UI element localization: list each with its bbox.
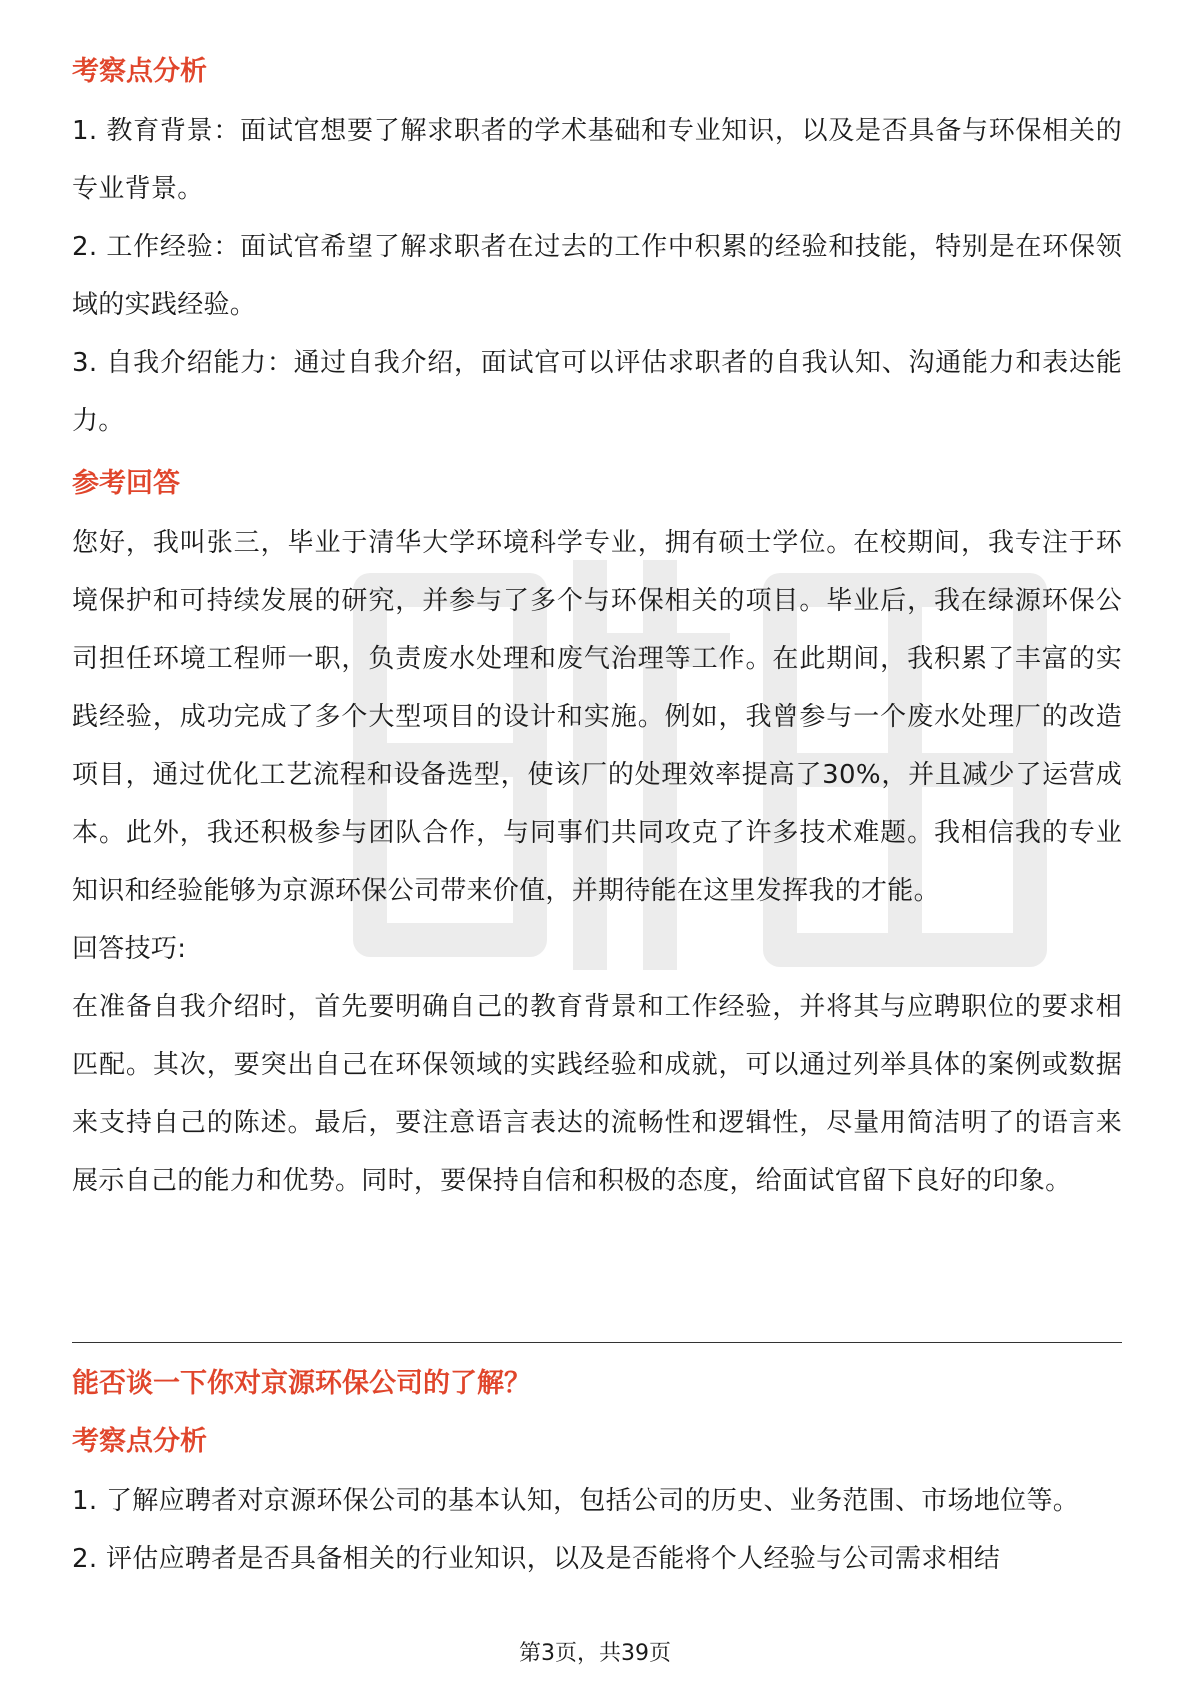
page-number: 第3页，共39页: [519, 1641, 671, 1666]
analysis-heading: 考察点分析: [72, 1426, 207, 1457]
section-self-introduction: [72, 52, 1122, 1210]
section-company-knowledge: [72, 1364, 1122, 1588]
analysis-point: 3. 自我介绍能力：通过自我介绍，面试官可以评估求职者的自我认知、沟通能力和表达能力。: [72, 348, 1122, 436]
analysis-point: 2. 工作经验：面试官希望了解求职者在过去的工作中积累的经验和技能，特别是在环保领域的实践经验。: [72, 232, 1122, 320]
answer-heading: 参考回答: [72, 468, 180, 499]
tips-text: 在准备自我介绍时，首先要明确自己的教育背景和工作经验，并将其与应聘职位的要求相匹配。其次，要突出自己在环保领域的实践经验和成就，可以通过列举具体的案例或数据来支持自己的陈述。最后，要注意语言表达的流畅性和逻辑性，尽量用简洁明了的语言来展示自己的能力和优势。同时，要保持自信和积极的态度，给面试官留下良好的印象。: [72, 992, 1122, 1196]
analysis-point: 1. 教育背景：面试官想要了解求职者的学术基础和专业知识，以及是否具备与环保相关的专业背景。: [72, 116, 1122, 204]
analysis-point: 2. 评估应聘者是否具备相关的行业知识，以及是否能将个人经验与公司需求相结: [72, 1544, 1001, 1574]
tips-label: 回答技巧:: [72, 934, 187, 964]
answer-text: 您好，我叫张三，毕业于清华大学环境科学专业，拥有硕士学位。在校期间，我专注于环境保护和可持续发展的研究，并参与了多个与环保相关的项目。毕业后，我在绿源环保公司担任环境工程师一职，负责废水处理和废气治理等工作。在此期间，我积累了丰富的实践经验，成功完成了多个大型项目的设计和实施。例如，我曾参与一个废水处理厂的改造项目，通过优化工艺流程和设备选型，使该厂的处理效率提高了30%，并且减少了运营成本。此外，我还积极参与团队合作，与同事们共同攻克了许多技术难题。我相信我的专业知识和经验能够为京源环保公司带来价值，并期待能在这里发挥我的才能。: [72, 528, 1122, 906]
section-divider: [72, 1342, 1122, 1343]
analysis-point: 1. 了解应聘者对京源环保公司的基本认知，包括公司的历史、业务范围、市场地位等。: [72, 1486, 1080, 1516]
question-title: 能否谈一下你对京源环保公司的了解？: [72, 1368, 531, 1399]
analysis-heading: 考察点分析: [72, 56, 207, 87]
